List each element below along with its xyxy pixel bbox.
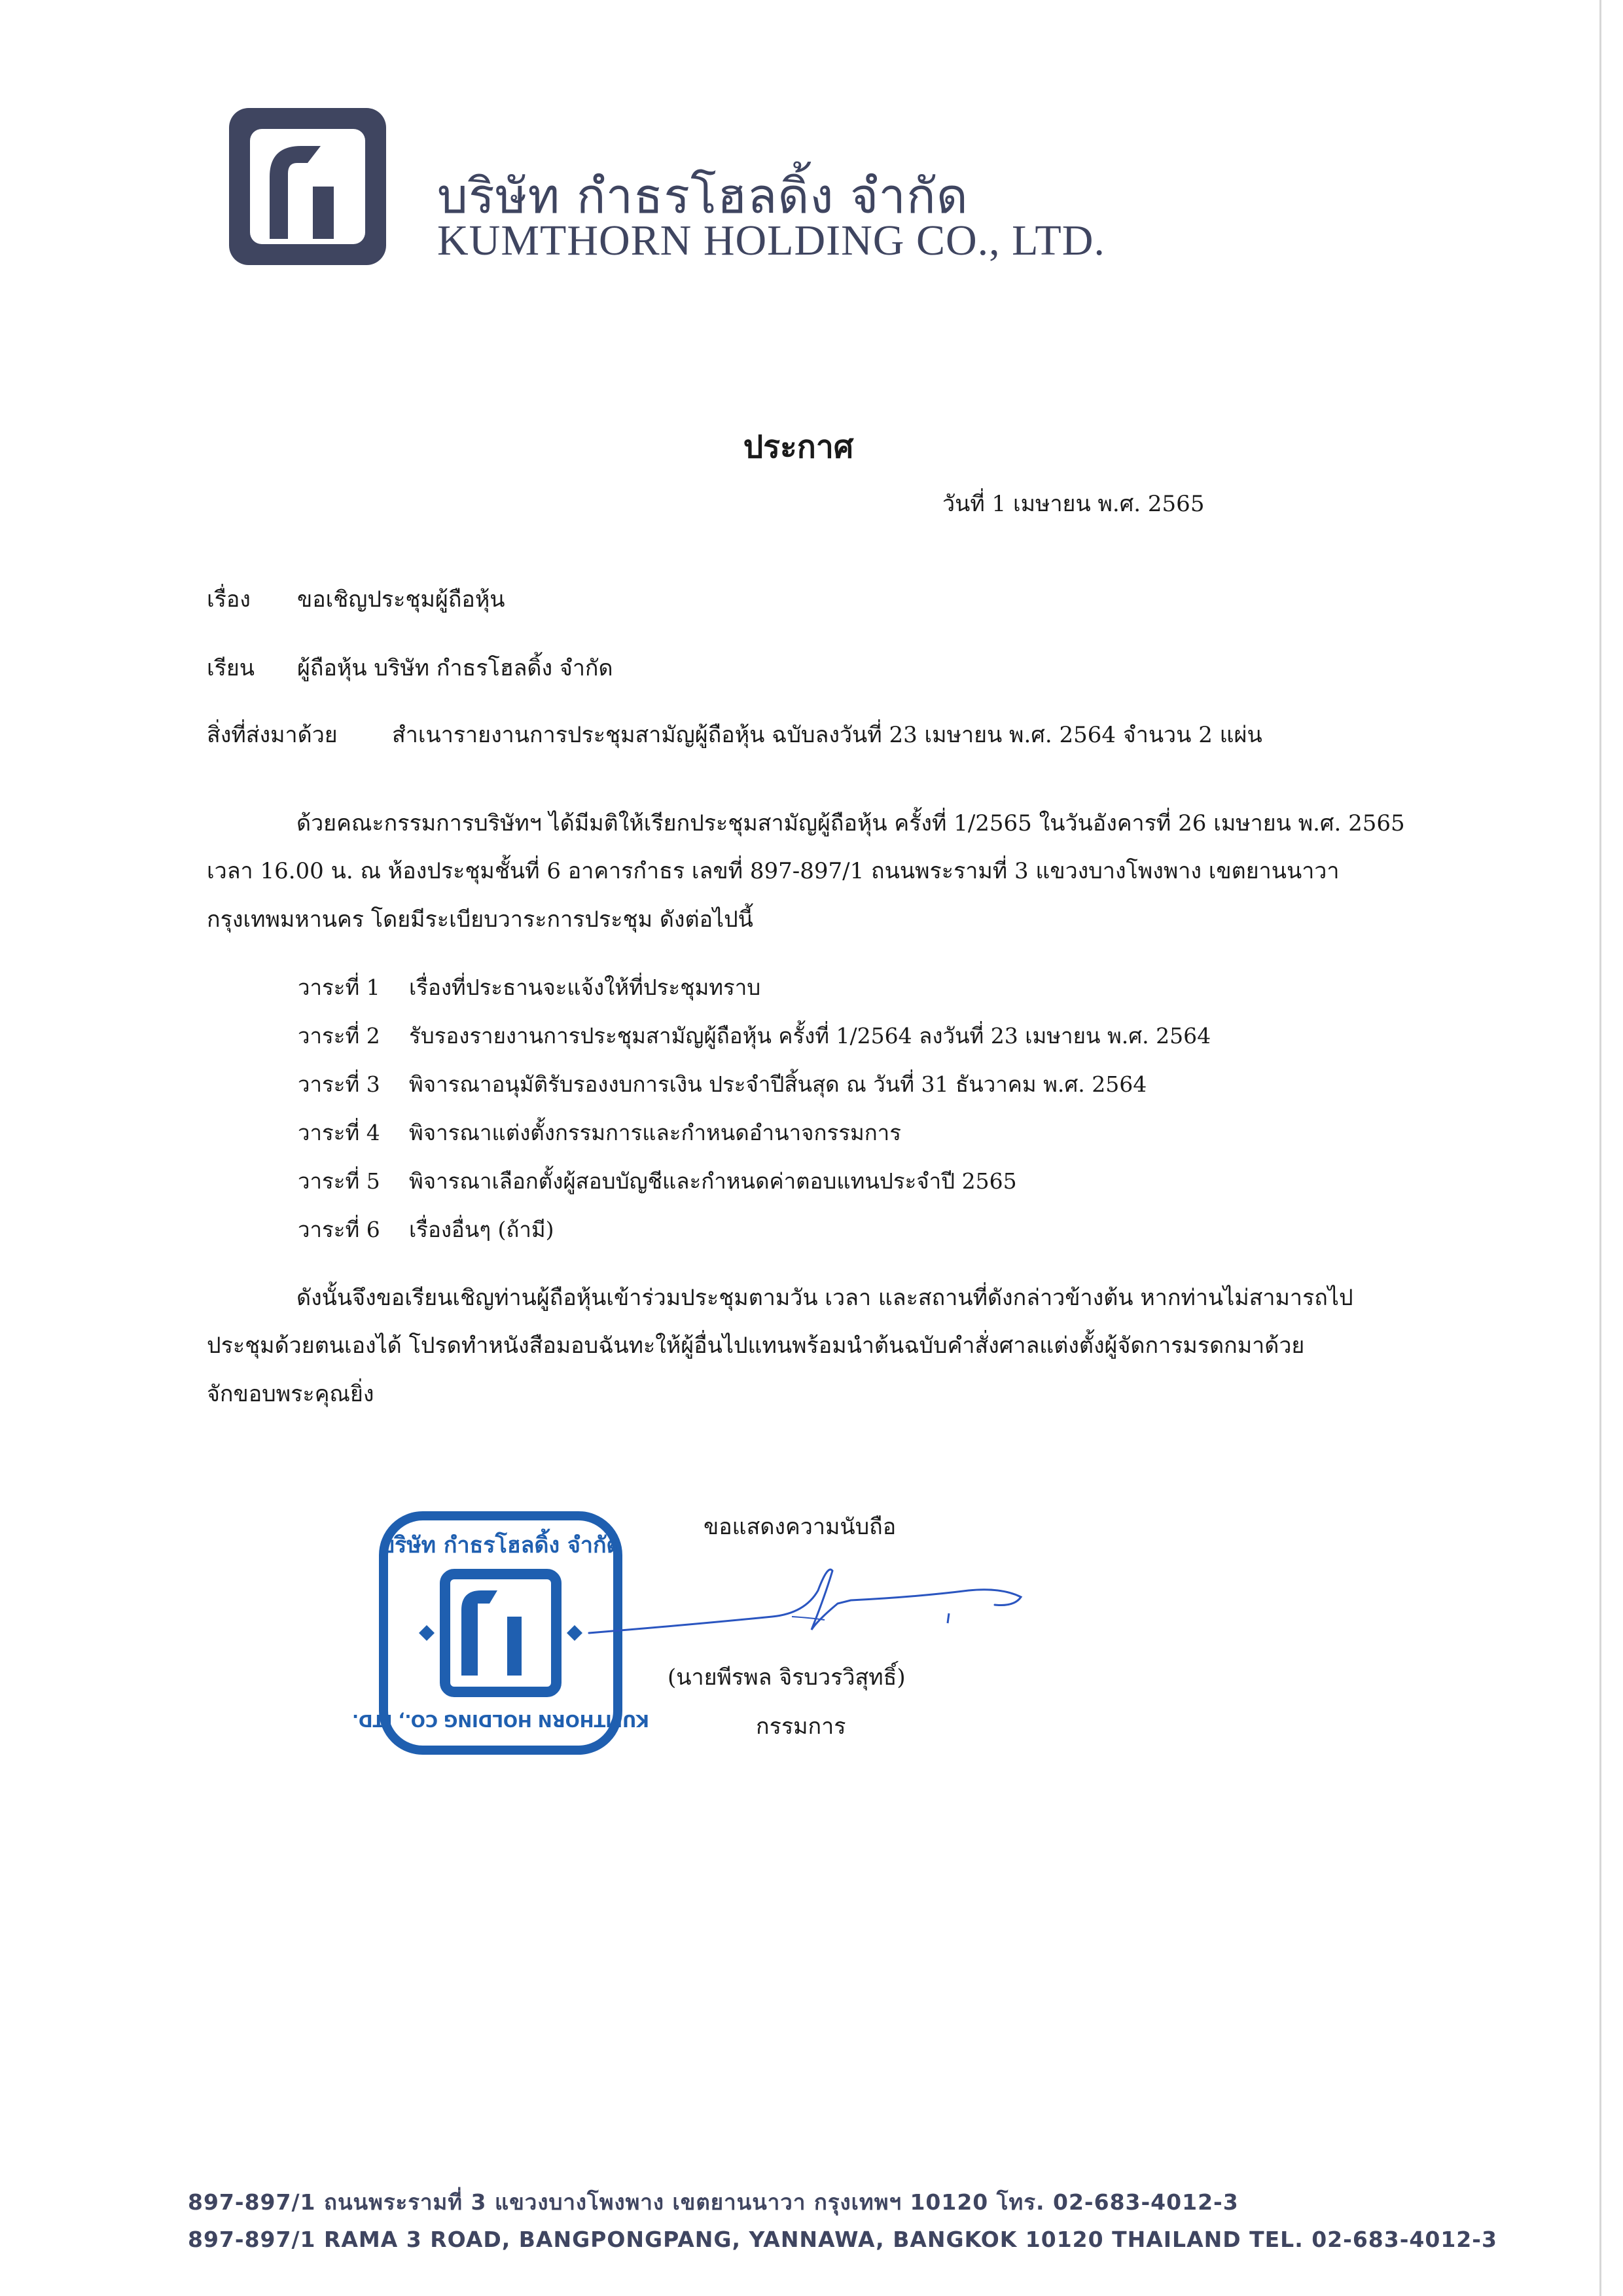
paragraph-line: ด้วยคณะกรรมการบริษัทฯ ได้มีมติให้เรียกประชุมสามัญผู้ถือหุ้น ครั้งที่ 1/2565 ในวันอังคารที่ 26 เมษายน พ.ศ. 2565 (296, 810, 1405, 836)
agenda-number: วาระที่ 6 (298, 1217, 380, 1242)
company-name-english: KUMTHORN HOLDING CO., LTD. (437, 217, 1105, 264)
enclosure-line (207, 717, 1262, 752)
agenda-number: วาระที่ 2 (298, 1023, 380, 1049)
agenda-item (298, 1164, 1017, 1198)
agenda-item (298, 1018, 1211, 1053)
subject-line (207, 581, 505, 617)
recipient-line (207, 650, 613, 685)
paragraph-line: จักขอบพระคุณยิ่ง (207, 1381, 374, 1407)
seal-text-english: KUMTHORN HOLDING CO., LTD. (352, 1710, 649, 1730)
seal-text-thai: บริษัท กำธรโฮลดิ้ง จำกัด (380, 1532, 621, 1558)
agenda-text: รับรองรายงานการประชุมสามัญผู้ถือหุ้น ครั้งที่ 1/2564 ลงวันที่ 23 เมษายน พ.ศ. 2564 (409, 1023, 1211, 1049)
document-title: ประกาศ (743, 429, 854, 465)
recipient-label: เรียน (207, 655, 255, 681)
company-logo (229, 108, 386, 265)
paragraph-line: กรุงเทพมหานคร โดยมีระเบียบวาระการประชุม ดังต่อไปนี้ (207, 906, 753, 933)
enclosure-label: สิ่งที่ส่งมาด้วย (207, 722, 338, 748)
agenda-number: วาระที่ 5 (298, 1168, 380, 1194)
paragraph-line: เวลา 16.00 น. ณ ห้องประชุมชั้นที่ 6 อาคารกำธร เลขที่ 897-897/1 ถนนพระรามที่ 3 แขวงบางโพงพาง เขตยานนาวา (207, 858, 1340, 884)
agenda-text: พิจารณาแต่งตั้งกรรมการและกำหนดอำนาจกรรมการ (409, 1120, 901, 1145)
document-date: วันที่ 1 เมษายน พ.ศ. 2565 (942, 491, 1205, 517)
scan-edge-divider (1599, 0, 1601, 2296)
footer-address-thai: 897-897/1 ถนนพระรามที่ 3 แขวงบางโพงพาง เขตยานนาวา กรุงเทพฯ 10120 โทร. 02-683-4012-3 (188, 2189, 1239, 2215)
signatory-position: กรรมการ (756, 1713, 846, 1740)
agenda-item (298, 1212, 554, 1247)
agenda-item (298, 970, 760, 1005)
footer-address-english: 897-897/1 RAMA 3 ROAD, BANGPONGPANG, YANNAWA, BANGKOK 10120 THAILAND TEL. 02-683-4012-3 (188, 2227, 1497, 2252)
agenda-text: เรื่องอื่นๆ (ถ้ามี) (409, 1217, 554, 1242)
agenda-number: วาระที่ 4 (298, 1120, 380, 1145)
agenda-number: วาระที่ 1 (298, 975, 380, 1000)
handwritten-signature (576, 1551, 1034, 1656)
paragraph-line: ดังนั้นจึงขอเรียนเชิญท่านผู้ถือหุ้นเข้าร่วมประชุมตามวัน เวลา และสถานที่ดังกล่าวข้างต้น หากท่านไม่สามารถไป (296, 1285, 1353, 1311)
subject-label: เรื่อง (207, 586, 251, 613)
agenda-number: วาระที่ 3 (298, 1071, 380, 1097)
signatory-name: (นายพีรพล จิรบวรวิสุทธิ์) (668, 1664, 906, 1691)
agenda-text: พิจารณาเลือกตั้งผู้สอบบัญชีและกำหนดค่าตอบแทนประจำปี 2565 (409, 1168, 1017, 1194)
paragraph-line: ประชุมด้วยตนเองได้ โปรดทำหนังสือมอบฉันทะให้ผู้อื่นไปแทนพร้อมนำต้นฉบับคำสั่งศาลแต่งตั้งผู้จัดการมรดกมาด้วย (207, 1333, 1305, 1359)
recipient-text: ผู้ถือหุ้น บริษัท กำธรโฮลดิ้ง จำกัด (297, 655, 613, 681)
closing-salutation: ขอแสดงความนับถือ (704, 1514, 897, 1540)
enclosure-text: สำเนารายงานการประชุมสามัญผู้ถือหุ้น ฉบับลงวันที่ 23 เมษายน พ.ศ. 2564 จำนวน 2 แผ่น (392, 722, 1262, 748)
agenda-text: เรื่องที่ประธานจะแจ้งให้ที่ประชุมทราบ (409, 975, 761, 1000)
company-name-thai: บริษัท กำธรโฮลดิ้ง จำกัด (437, 168, 969, 224)
agenda-item (298, 1115, 901, 1150)
agenda-item (298, 1067, 1147, 1102)
subject-text: ขอเชิญประชุมผู้ถือหุ้น (297, 586, 505, 613)
agenda-text: พิจารณาอนุมัติรับรองงบการเงิน ประจำปีสิ้นสุด ณ วันที่ 31 ธันวาคม พ.ศ. 2564 (409, 1071, 1147, 1097)
